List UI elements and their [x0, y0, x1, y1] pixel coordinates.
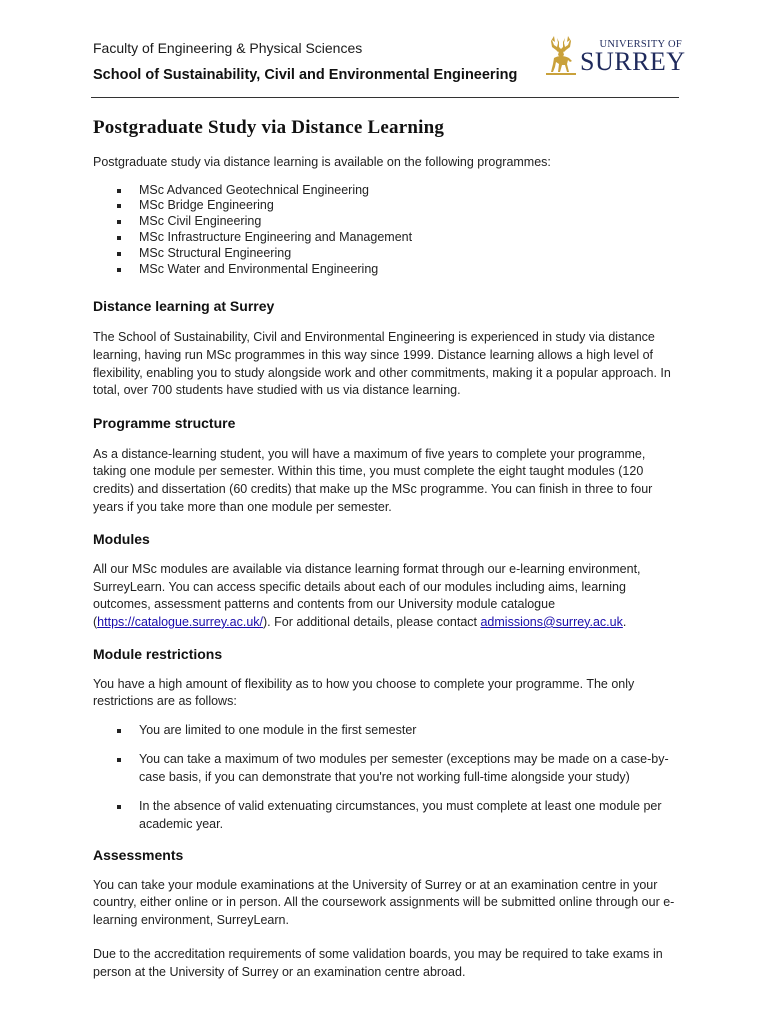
modules-text-2: ). For additional details, please contact: [263, 614, 481, 629]
list-item: MSc Advanced Geotechnical Engineering: [93, 183, 675, 199]
restrictions-list: [93, 722, 675, 834]
list-item: You can take a maximum of two modules per semester (exceptions may be made on a case-by-case basis, if you can demonstrate that you're not working full-time alongside your study): [93, 751, 675, 786]
stag-emblem-icon: [542, 34, 580, 76]
list-item: You are limited to one module in the first semester: [93, 722, 675, 740]
list-item: MSc Infrastructure Engineering and Management: [93, 230, 675, 246]
assessments-paragraph-1: You can take your module examinations at the University of Surrey or at an examination centre in your country, either online or in person. All the coursework assignments will be submitted online through our e-learning environment, SurreyLearn.: [93, 877, 675, 927]
distance-learning-paragraph: The School of Sustainability, Civil and Environmental Engineering is experienced in study via distance learning, having run MSc programmes in this way since 1999. Distance learning allows a high level of flexibility, enabling you to study alongside work and other commitments, making it a popular approach. In total, over 700 students have studied with us via distance learning.: [93, 330, 671, 398]
module-restrictions-intro: You have a high amount of flexibility as to how you choose to complete your programme. The only restrictions are as follows:: [93, 676, 635, 709]
section-heading-programme-structure: Programme structure: [93, 414, 236, 431]
list-item: MSc Water and Environmental Engineering: [93, 262, 675, 278]
section-heading-module-restrictions: Module restrictions: [93, 645, 223, 662]
programme-structure-paragraph: As a distance-learning student, you will have a maximum of five years to complete your programme, taking one module per semester. Within this time, you must complete the eight taught modules (120 credits) and dissertation (60 credits) that make up the MSc programme. You can finish in three to four years if you take more than one module per semester.: [93, 446, 653, 514]
section-heading-modules: Modules: [93, 531, 150, 548]
catalogue-link[interactable]: https://catalogue.surrey.ac.uk/: [97, 614, 263, 629]
assessments-paragraph-2: Due to the accreditation requirements of some validation boards, you may be required to take exams in person at the University of Surrey or an examination centre abroad.: [93, 947, 663, 980]
list-item: In the absence of valid extenuating circumstances, you must complete at least one module per academic year.: [93, 798, 675, 833]
modules-text-3: .: [622, 614, 627, 629]
modules-text-1: All our MSc modules are available via distance learning format through our e-learning environment, SurreyLearn. You can access specific details about each of our modules including aims, learning outcomes, assessment patterns and contents from our University module catalogue (: [93, 562, 641, 629]
programme-list: [93, 183, 675, 278]
list-item: MSc Structural Engineering: [93, 246, 675, 262]
intro-paragraph: Postgraduate study via distance learning is available on the following programmes:: [93, 155, 551, 169]
list-item: MSc Bridge Engineering: [93, 198, 675, 214]
page-title: Postgraduate Study via Distance Learning: [93, 117, 445, 138]
section-heading-distance-learning: Distance learning at Surrey: [93, 298, 275, 315]
faculty-name: Faculty of Engineering & Physical Sciences: [93, 40, 363, 56]
section-heading-assessments: Assessments: [93, 846, 184, 863]
admissions-email-link[interactable]: admissions@surrey.ac.uk: [480, 614, 623, 629]
list-item: MSc Civil Engineering: [93, 214, 675, 230]
school-name: School of Sustainability, Civil and Environmental Engineering: [93, 67, 518, 83]
logo-line-2: SURREY: [580, 47, 686, 76]
university-logo: [542, 34, 686, 78]
header-divider: [91, 97, 679, 98]
document-body: [93, 154, 675, 982]
logo-line-1: UNIVERSITY OF: [599, 39, 682, 50]
modules-paragraph: [93, 561, 675, 631]
